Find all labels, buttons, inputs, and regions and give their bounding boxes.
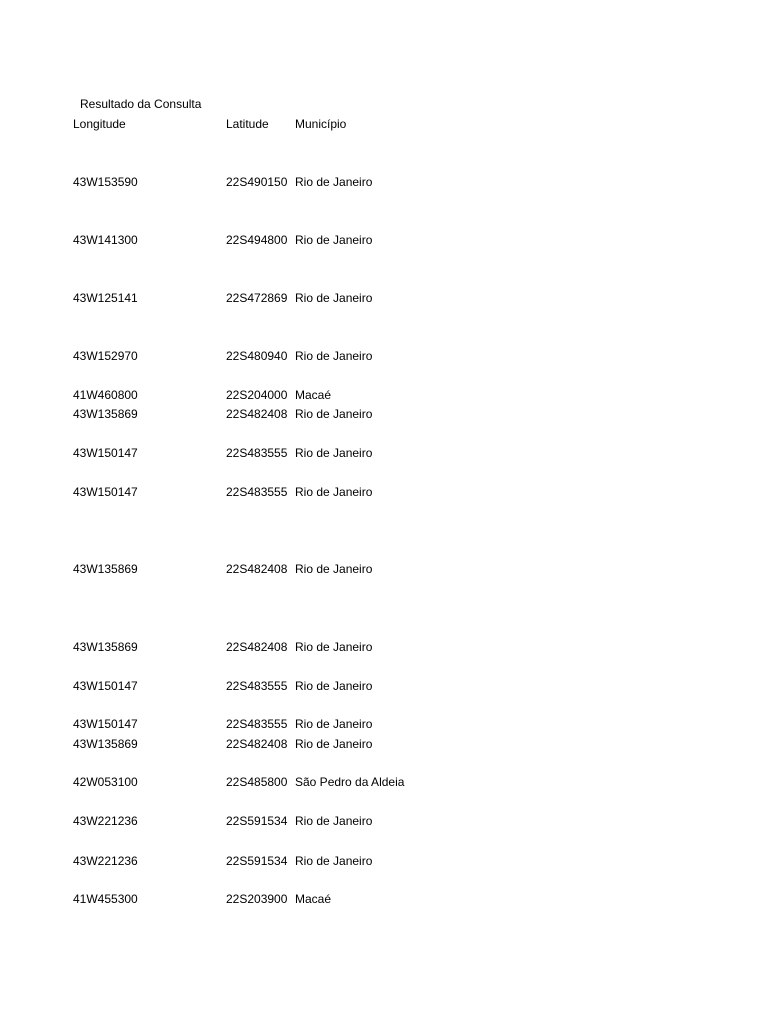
- cell-latitude: 22S591534: [226, 854, 288, 868]
- cell-latitude: 22S494800: [226, 233, 288, 247]
- cell-longitude: 43W141300: [73, 233, 138, 247]
- cell-latitude: 22S485800: [226, 775, 288, 789]
- cell-longitude: 43W125141: [73, 291, 138, 305]
- cell-latitude: 22S482408: [226, 562, 288, 576]
- cell-municipio: Rio de Janeiro: [295, 562, 373, 576]
- cell-municipio: Rio de Janeiro: [295, 349, 373, 363]
- report-caption: Resultado da Consulta: [80, 97, 202, 111]
- cell-longitude: 43W135869: [73, 407, 138, 421]
- cell-latitude: 22S203900: [226, 892, 288, 906]
- cell-latitude: 22S482408: [226, 737, 288, 751]
- cell-latitude: 22S480940: [226, 349, 288, 363]
- cell-longitude: 43W153590: [73, 175, 138, 189]
- cell-municipio: Rio de Janeiro: [295, 717, 373, 731]
- cell-municipio: Rio de Janeiro: [295, 446, 373, 460]
- cell-latitude: 22S204000: [226, 388, 288, 402]
- cell-municipio: Rio de Janeiro: [295, 175, 373, 189]
- cell-municipio: Rio de Janeiro: [295, 737, 373, 751]
- cell-latitude: 22S482408: [226, 407, 288, 421]
- cell-longitude: 41W455300: [73, 892, 138, 906]
- cell-municipio: Rio de Janeiro: [295, 679, 373, 693]
- cell-latitude: 22S472869: [226, 291, 288, 305]
- header-municipio: Município: [295, 117, 347, 131]
- cell-latitude: 22S483555: [226, 485, 288, 499]
- cell-municipio: Rio de Janeiro: [295, 291, 373, 305]
- cell-longitude: 43W135869: [73, 640, 138, 654]
- cell-longitude: 43W150147: [73, 717, 138, 731]
- cell-longitude: 43W135869: [73, 737, 138, 751]
- cell-latitude: 22S483555: [226, 717, 288, 731]
- cell-longitude: 43W221236: [73, 854, 138, 868]
- cell-municipio: Macaé: [295, 892, 332, 906]
- cell-municipio: Rio de Janeiro: [295, 640, 373, 654]
- cell-municipio: São Pedro da Aldeia: [295, 775, 405, 789]
- cell-longitude: 43W150147: [73, 485, 138, 499]
- cell-longitude: 42W053100: [73, 775, 138, 789]
- cell-latitude: 22S482408: [226, 640, 288, 654]
- cell-municipio: Rio de Janeiro: [295, 814, 373, 828]
- cell-latitude: 22S490150: [226, 175, 288, 189]
- cell-longitude: 41W460800: [73, 388, 138, 402]
- cell-longitude: 43W221236: [73, 814, 138, 828]
- cell-latitude: 22S483555: [226, 679, 288, 693]
- cell-municipio: Rio de Janeiro: [295, 854, 373, 868]
- cell-longitude: 43W152970: [73, 349, 138, 363]
- cell-latitude: 22S483555: [226, 446, 288, 460]
- header-longitude: Longitude: [73, 117, 126, 131]
- cell-municipio: Macaé: [295, 388, 332, 402]
- cell-longitude: 43W150147: [73, 446, 138, 460]
- cell-municipio: Rio de Janeiro: [295, 485, 373, 499]
- cell-longitude: 43W135869: [73, 562, 138, 576]
- header-latitude: Latitude: [226, 117, 269, 131]
- cell-municipio: Rio de Janeiro: [295, 233, 373, 247]
- cell-municipio: Rio de Janeiro: [295, 407, 373, 421]
- cell-longitude: 43W150147: [73, 679, 138, 693]
- cell-latitude: 22S591534: [226, 814, 288, 828]
